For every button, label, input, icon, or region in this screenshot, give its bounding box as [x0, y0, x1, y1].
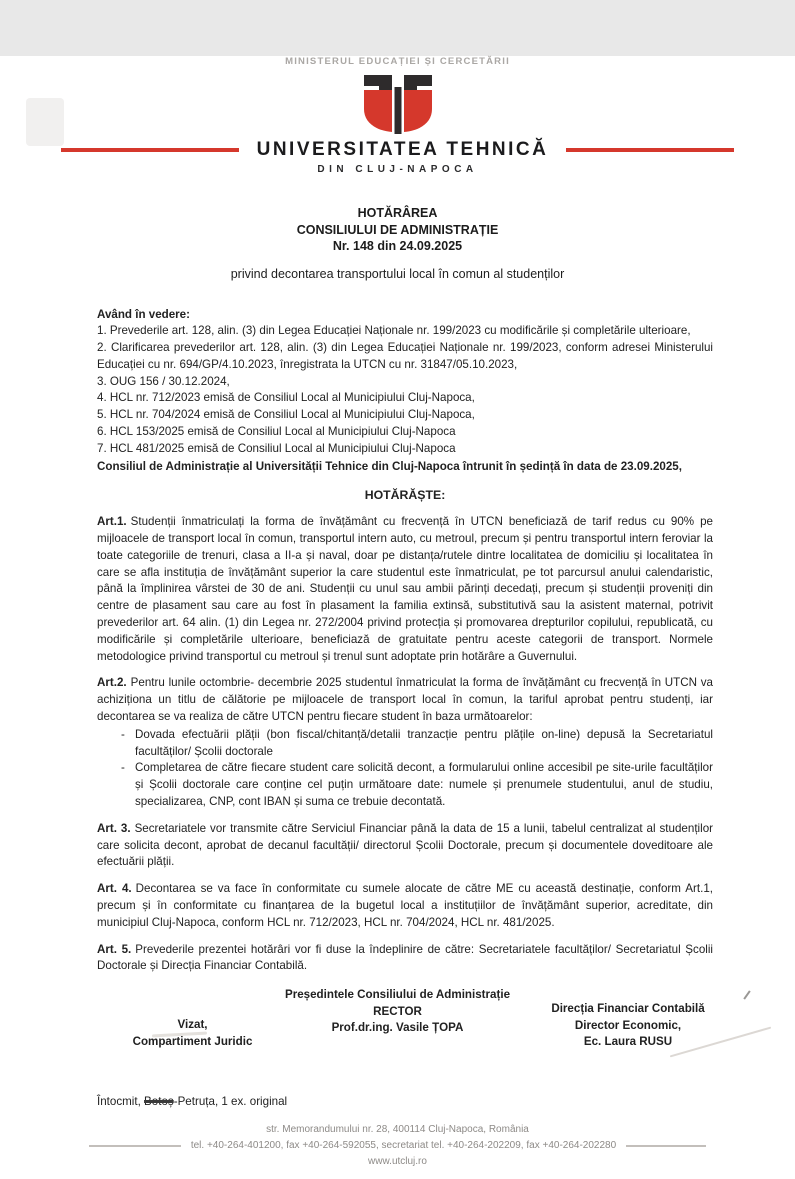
- article-3-label: Art. 3.: [97, 821, 131, 835]
- preamble-item: 7. HCL 481/2025 emisă de Consiliul Local al Municipiului Cluj-Napoca: [97, 441, 456, 455]
- footer-rule-right: [626, 1145, 706, 1147]
- university-city: DIN CLUJ-NAPOCA: [317, 164, 478, 175]
- footer-website: www.utcluj.ro: [368, 1156, 427, 1168]
- preamble-closing: Consiliul de Administrație al Universității Tehnice din Cluj-Napoca întrunit în ședință în data de 23.09.2025,: [97, 459, 682, 473]
- legal-department: Compartiment Juridic: [132, 1034, 253, 1048]
- president-title: Președintele Consiliului de Administrație: [284, 988, 511, 1002]
- article-5-text: Prevederile prezentei hotărâri vor fi duse la îndeplinire de către: Secretariatele facultăților/ Secretariatul Școlii Doctorale și Direcția Financiar Contabilă.: [97, 942, 714, 973]
- ministry-line: MINISTERUL EDUCAȚIEI ȘI CERCETĂRII: [285, 56, 510, 67]
- bullet-text: Dovada efectuării plății (bon fiscal/chitanță/detalii tranzacție pentru plățile on-line) depusă la Secretariatul facultăților/ Școlii doctorale: [135, 727, 713, 758]
- financial-direction: Direcția Financiar Contabilă: [551, 1002, 705, 1016]
- president-name: Prof.dr.ing. Vasile ȚOPA: [331, 1021, 464, 1035]
- article-1-text: Studenții înmatriculați la forma de învățământ cu frecvență în UTCN beneficiază de tarif redus cu 90% pe mijloacele de transport local în comun, transportul intern auto, cu metroul, precum și pentru transportul intern feroviar la toate categoriile de trenuri, clasa a II-a și naval, doar pe distanța/rutele dintre localitatea de domiciliu și localitatea în care se afla instituția de învățământ superior la care studentul este înmatriculat, pe tot parcursul anului calendaristic, până la împlinirea vârstei de 30 de ani. Studenții cu unul sau ambii părinți decedați, precum și studenții proveniți din centre de plasament sau care au fost în plasament la familia extinsă, substitutivă sau la asistent maternal, potrivit prevederilor art. 64 alin. (1) din Legea nr. 272/2004 privind protecția și promovarea drepturilor copilului, republicată, cu modificările și completările ulterioare, beneficiază de gratuitate pentru aceste categorii de transport. Normele metodologice privind transportul cu metroul și trenul sunt adoptate prin hotărâre a Guvernului.: [97, 515, 713, 663]
- footer-contacts-row: [0, 1138, 795, 1153]
- prepared-prefix: Întocmit,: [97, 1095, 141, 1109]
- document-subject: privind decontarea transportului local în comun al studenților: [230, 266, 565, 281]
- article-3: [97, 821, 713, 871]
- prepared-by-line: [97, 1095, 795, 1108]
- bullet-marker: -: [121, 761, 125, 775]
- bullet-item: [97, 727, 713, 761]
- article-2-text: Pentru lunile octombrie- decembrie 2025 studentul înmatriculat la forma de învățământ cu frecvență în UTCN va achiziționa un titlu de călătorie pe mijloacele de transport local în comun, la tariful aprobat pentru studenți, iar decontarea se va realiza de către UTCN pentru fiecare student în baza următoarelor:: [97, 676, 713, 724]
- preamble-item: 4. HCL nr. 712/2023 emisă de Consiliul Local al Municipiului Cluj-Napoca,: [97, 391, 475, 405]
- struck-name: Botoș: [144, 1095, 174, 1109]
- article-2-label: Art.2.: [97, 676, 127, 690]
- article-4-label: Art. 4.: [97, 882, 132, 896]
- footer-rule-left: [89, 1145, 181, 1147]
- footer-contacts: tel. +40-264-401200, fax +40-264-592055, secretariat tel. +40-264-202209, fax +40-264-202280: [190, 1140, 617, 1152]
- document-body: [97, 307, 713, 976]
- red-rule-right: [566, 148, 734, 152]
- page-footer: [0, 1122, 795, 1169]
- preamble-item: 6. HCL 153/2025 emisă de Consiliul Local al Municipiului Cluj-Napoca: [97, 425, 456, 439]
- article-4: [97, 881, 713, 931]
- title-line1: HOTĂRÂREA: [357, 206, 438, 220]
- document-title: [0, 205, 795, 255]
- financial-name: Ec. Laura RUSU: [583, 1035, 673, 1049]
- article-5: [97, 942, 713, 976]
- article-3-text: Secretariatele vor transmite către Serviciul Financiar până la data de 15 a lunii, tabelul centralizat al studenților care solicita decont, aprobat de decanul facultății/ directorul Școlii Doctorale, precum și documentele doveditoare ale efectuării plății.: [97, 821, 714, 869]
- scan-smudge: [26, 98, 64, 146]
- preamble-item: 3. OUG 156 / 30.12.2024,: [97, 374, 230, 388]
- title-line3: Nr. 148 din 24.09.2025: [332, 239, 463, 253]
- preamble-item: 2. Clarificarea prevederilor art. 128, alin. (3) din Legea Educației Naționale nr. 199/2023, conform adresei Ministerului Educației cu nr. 694/GP/4.10.2023, înregistrata la UTCN cu nr. 31847/05.10.2023,: [97, 341, 713, 371]
- preamble-heading: Având în vedere:: [97, 307, 190, 321]
- signature-president: [285, 987, 510, 1037]
- title-line2: CONSILIULUI DE ADMINISTRAȚIE: [296, 222, 499, 237]
- legal-visa: Vizat,: [177, 1018, 208, 1032]
- red-rule-left: [61, 148, 239, 152]
- article-4-text: Decontarea se va face în conformitate cu sumele alocate de către ME cu această destinație, conform Art.1, precum și în conformitate cu finanțarea de la bugetul local a instituțiilor de învățământ superior, acreditate, din municipiul Cluj-Napoca, conform HCL nr. 712/2023, HCL nr. 704/2024, HCL nr. 481/2025.: [97, 882, 714, 929]
- utcn-logo-icon: [348, 73, 448, 137]
- bullet-text: Completarea de către fiecare student care solicită decont, a formularului online accesibil pe site-urile facultăților și Școlii doctorale care conține cel puțin următoare date: numele și prenumele studentului, anul de studiu, specializarea, CNP, cont IBAN și suma ce trebuie decontată.: [135, 761, 713, 809]
- university-name-row: [0, 139, 795, 161]
- article-2: [97, 675, 713, 810]
- bullet-marker: -: [121, 727, 125, 741]
- article-1: [97, 514, 713, 665]
- signature-area: [0, 987, 795, 1079]
- article-1-label: Art.1.: [97, 515, 127, 529]
- signature-financial: [523, 1001, 733, 1051]
- financial-role: Director Economic,: [574, 1018, 682, 1032]
- preamble-item: 1. Prevederile art. 128, alin. (3) din Legea Educației Naționale nr. 199/2023 cu modificările și completările ulterioare,: [97, 324, 691, 338]
- article-2-bullets: [97, 727, 713, 811]
- prepared-rest: -Petruța, 1 ex. original: [173, 1095, 288, 1109]
- bullet-item: [97, 760, 713, 810]
- preamble-item: 5. HCL nr. 704/2024 emisă de Consiliul Local al Municipiului Cluj-Napoca,: [97, 408, 475, 422]
- president-role: RECTOR: [373, 1004, 422, 1018]
- university-name: UNIVERSITATEA TEHNICĂ: [256, 139, 549, 160]
- article-5-label: Art. 5.: [97, 942, 132, 956]
- decision-heading: HOTĂRĂȘTE:: [364, 488, 446, 503]
- footer-address: str. Memorandumului nr. 28, 400114 Cluj-Napoca, România: [266, 1124, 529, 1136]
- document-page: [0, 56, 795, 1179]
